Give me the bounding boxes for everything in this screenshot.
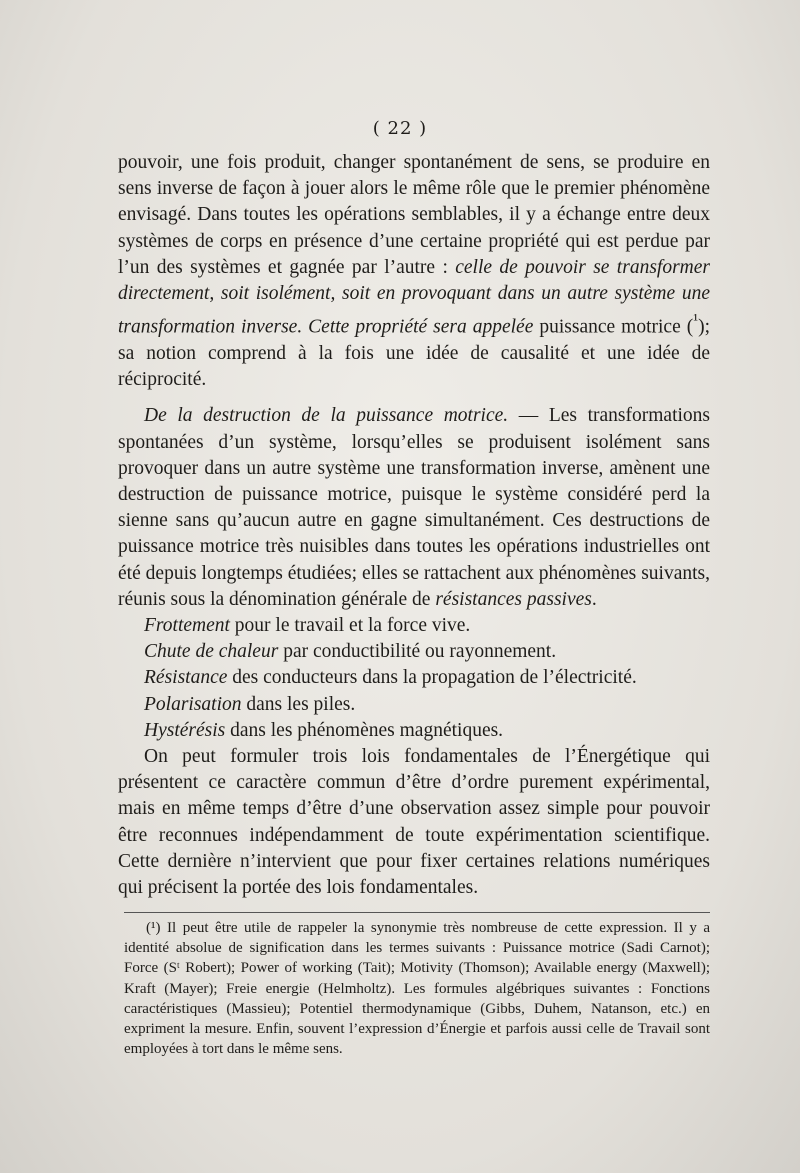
section-heading: De la destruction de la puissance motrice. <box>144 405 509 427</box>
footnote-divider <box>124 912 710 913</box>
closing-paragraph: On peut formuler trois lois fondamentales de l’Énergétique qui présentent ce caractère commun d’être d’ordre purement expérimental, mais en même temps d’être d’une observation assez simple pour pouvoir être reconnues indépendamment de toute expérimentation scientifique. Cette dernière n’intervient que pour fixer certaines relations numériques qui précisent la portée des lois fondamentales. <box>118 745 710 898</box>
term-puissance-motrice: puissance motrice ( <box>533 316 694 338</box>
list-text: pour le travail et la force vive. <box>229 614 471 636</box>
list-item <box>118 639 710 665</box>
definition-italic: celle de pouvoir se transformer directement, soit isolément, soit en provoquant dans un autre système une transformation inverse. Cette propriété sera appelée <box>118 256 710 338</box>
list-item <box>118 665 710 691</box>
page-number: ( 22 ) <box>372 118 428 139</box>
list-item <box>118 613 710 639</box>
footnote <box>124 918 710 1059</box>
paragraph-text-end: ); sa notion comprend à la fois une idée de causalité et une idée de réciprocité. <box>118 316 710 391</box>
list-term: Hystérésis <box>144 719 226 741</box>
paragraph-text: pouvoir, une fois produit, changer spontanément de sens, se produire en sens inverse de façon à jouer alors le même rôle que le premier phénomène envisagé. Dans toutes les opérations semblables, il y a échange entre deux systèmes de corps en présence d’une certaine propriété qui est perdue par l’un des systèmes et gagnée par l’autre : <box>118 152 710 278</box>
footnote-text: Il peut être utile de rappeler la synonymie très nombreuse de cette expression. Il y a identité absolue de signification dans les termes suivants : Puissance motrice (Sadi Carnot); Force (Sᵗ Robert); Power of working (Tait); Motivity (Thomson); Available energy (Maxwell); Kraft (Mayer); Freie energie (Helmholtz). Les formules algébriques suivantes : Fonctions caractéristiques (Massieu); Potentiel thermodynamique (Gibbs, Duhem, Natanson, etc.) en expriment la mesure. Enfin, souvent l’expression d’Énergie et parfois aussi celle de Travail sont employées à tort dans le même sens. <box>124 920 710 1058</box>
list-term: Frottement <box>144 614 230 636</box>
list-item <box>118 718 710 744</box>
list-text: des conducteurs dans la propagation de l’électricité. <box>227 667 637 689</box>
body-text <box>118 150 710 901</box>
list-term: Chute de chaleur <box>144 641 279 663</box>
footnote-marker: ¹ <box>693 311 699 330</box>
list-term: Résistance <box>144 667 228 689</box>
footnote-paragraph <box>124 918 710 1059</box>
section-text: Les transformations spontanées d’un système, lorsqu’elles se produisent isolément sans provoquer dans un autre système une transformation inverse, amènent une destruction de puissance motrice, puisque le système considéré perd la sienne sans qu’aucun autre en gagne simultanément. Ces destructions de puissance motrice très nuisibles dans toutes les opérations industrielles ont été depuis longtemps étudiées; elles se rattachent aux phénomènes suivants, réunis sous la dénomination générale de <box>118 405 711 610</box>
section-end: . <box>591 588 597 610</box>
paragraph-puissance-motrice <box>118 150 710 393</box>
list-text: dans les phénomènes magnétiques. <box>225 719 504 741</box>
list-term: Polarisation <box>144 693 242 715</box>
section-dash: — <box>508 405 549 427</box>
footnote-number: (¹) <box>146 920 161 936</box>
section-destruction <box>118 403 710 613</box>
list-text: dans les piles. <box>241 693 356 715</box>
list-item <box>118 692 710 718</box>
section-term: résistances passives <box>435 588 592 610</box>
list-text: par conductibilité ou rayonnement. <box>278 641 557 663</box>
